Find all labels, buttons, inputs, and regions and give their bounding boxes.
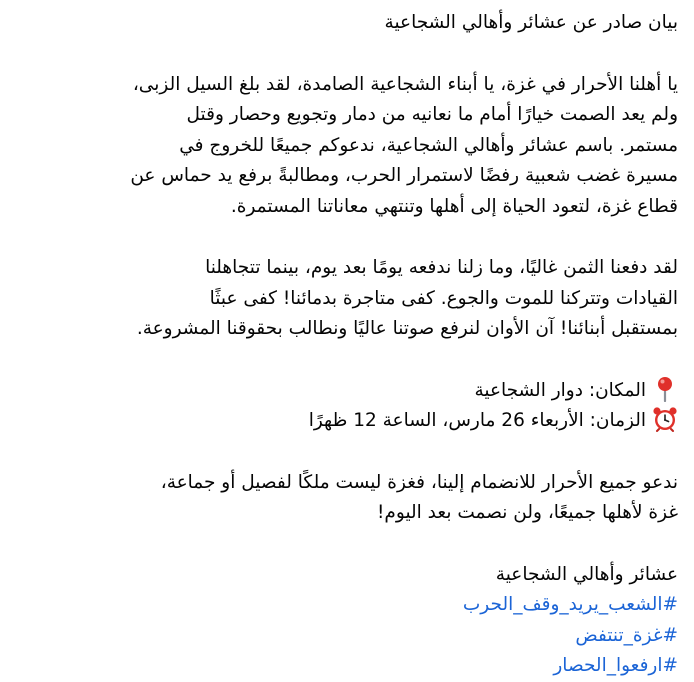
time-line: [14, 406, 678, 437]
alarm-clock-icon: [652, 406, 678, 432]
round-pushpin-icon: [652, 376, 678, 402]
paragraph-line: قطاع غزة، لتعود الحياة إلى أهلها وتنتهي معاناتنا المستمرة.: [230, 195, 678, 217]
location-line: [14, 376, 678, 407]
paragraph-line: بمستقبل أبنائنا! آن الأوان لنرفع صوتنا عاليًا ونطالب بحقوقنا المشروعة.: [136, 318, 678, 339]
paragraph-line: لقد دفعنا الثمن غاليًا، وما زلنا ندفعه يومًا بعد يوم، بينما تتجاهلنا: [205, 257, 678, 278]
hashtag-link[interactable]: #ارفعوا_الحصار: [553, 655, 678, 676]
event-details: [14, 376, 678, 437]
paragraph-line: مسيرة غضب شعبية رفضًا لاستمرار الحرب، ومطالبةً برفع يد حماس عن: [130, 165, 678, 186]
paragraph-line: يا أهلنا الأحرار في غزة، يا أبناء الشجاعية الصامدة، لقد بلغ السيل الزبى،: [132, 73, 678, 95]
location-text: المكان: دوار الشجاعية: [474, 379, 646, 401]
post-title: [14, 8, 678, 39]
paragraph-line: غزة لأهلها جميعًا، ولن نصمت بعد اليوم!: [377, 502, 678, 523]
paragraph-line: مستمر. باسم عشائر وأهالي الشجاعية، ندعوكم جميعًا للخروج في: [179, 134, 678, 156]
signature: عشائر وأهالي الشجاعية: [495, 563, 678, 585]
time-text: الزمان: الأربعاء 26 مارس، الساعة 12 ظهرًا: [308, 410, 646, 431]
hashtag-link[interactable]: #الشعب_يريد_وقف_الحرب: [462, 594, 678, 615]
paragraph-line: ندعو جميع الأحرار للانضمام إلينا، فغزة ليست ملكًا لفصيل أو جماعة،: [160, 471, 678, 493]
paragraph-call: [14, 468, 678, 529]
paragraph-price: [14, 253, 678, 345]
title-text: بيان صادر عن عشائر وأهالي الشجاعية: [384, 12, 678, 33]
signature-block: [14, 560, 678, 682]
paragraph-line: ولم يعد الصمت خيارًا أمام ما نعانيه من دمار وتجويع وحصار وقتل: [186, 104, 678, 125]
paragraph-appeal: [14, 70, 678, 223]
hashtag-link[interactable]: #غزة_تنتفض: [575, 624, 678, 646]
paragraph-line: القيادات وتتركنا للموت والجوع. كفى متاجرة بدمائنا! كفى عبثًا: [209, 287, 678, 309]
